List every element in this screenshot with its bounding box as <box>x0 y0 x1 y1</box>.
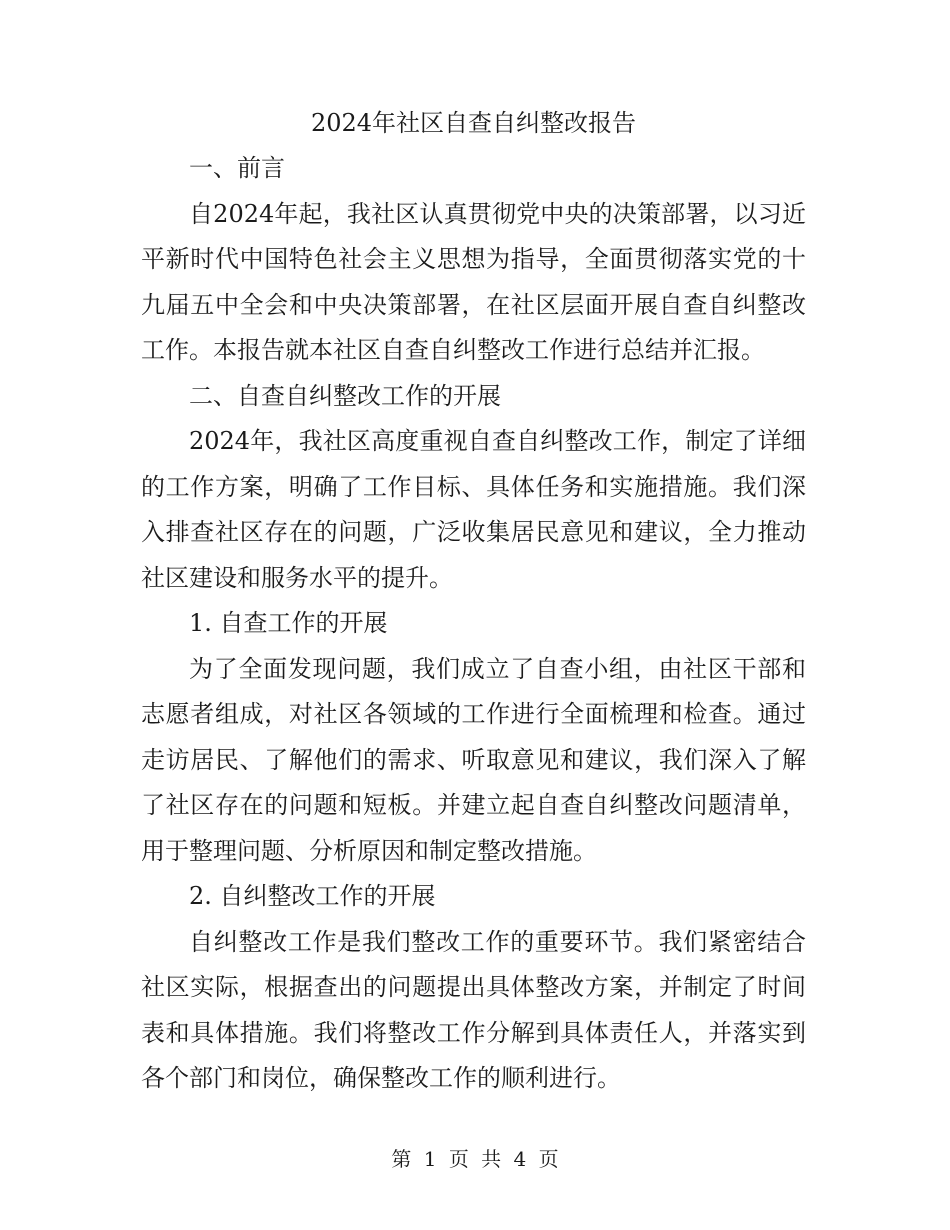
paragraph-preface: 自2024年起，我社区认真贯彻党中央的决策部署，以习近平新时代中国特色社会主义思想为指导，全面贯彻落实党的十九届五中全会和中央决策部署，在社区层面开展自查自纠整改工作。本报告就本社区自查自纠整改工作进行总结并汇报。 <box>141 199 806 364</box>
subheading-self-check: 1. 自查工作的开展 <box>189 609 388 637</box>
section-heading-preface: 一、前言 <box>189 154 285 182</box>
paragraph-self-check: 为了全面发现问题，我们成立了自查小组，由社区干部和志愿者组成，对社区各领域的工作进行全面梳理和检查。通过走访居民、了解他们的需求、听取意见和建议，我们深入了解了社区存在的问题和短板。并建立起自查自纠整改问题清单，用于整理问题、分析原因和制定整改措施。 <box>141 654 806 865</box>
paragraph-rectification: 自纠整改工作是我们整改工作的重要环节。我们紧密结合社区实际，根据查出的问题提出具体整改方案，并制定了时间表和具体措施。我们将整改工作分解到具体责任人，并落实到各个部门和岗位，确保整改工作的顺利进行。 <box>141 927 806 1092</box>
document-body <box>141 100 806 1102</box>
section-heading-work: 二、自查自纠整改工作的开展 <box>189 381 501 410</box>
paragraph-work: 2024年，我社区高度重视自查自纠整改工作，制定了详细的工作方案，明确了工作目标、具体任务和实施措施。我们深入排查社区存在的问题，广泛收集居民意见和建议，全力推动社区建设和服务水平的提升。 <box>141 427 806 592</box>
document-title: 2024年社区自查自纠整改报告 <box>310 109 637 137</box>
subheading-rectification: 2. 自纠整改工作的开展 <box>189 882 436 910</box>
page-number-footer: 第 1 页 共 4 页 <box>391 1147 559 1171</box>
